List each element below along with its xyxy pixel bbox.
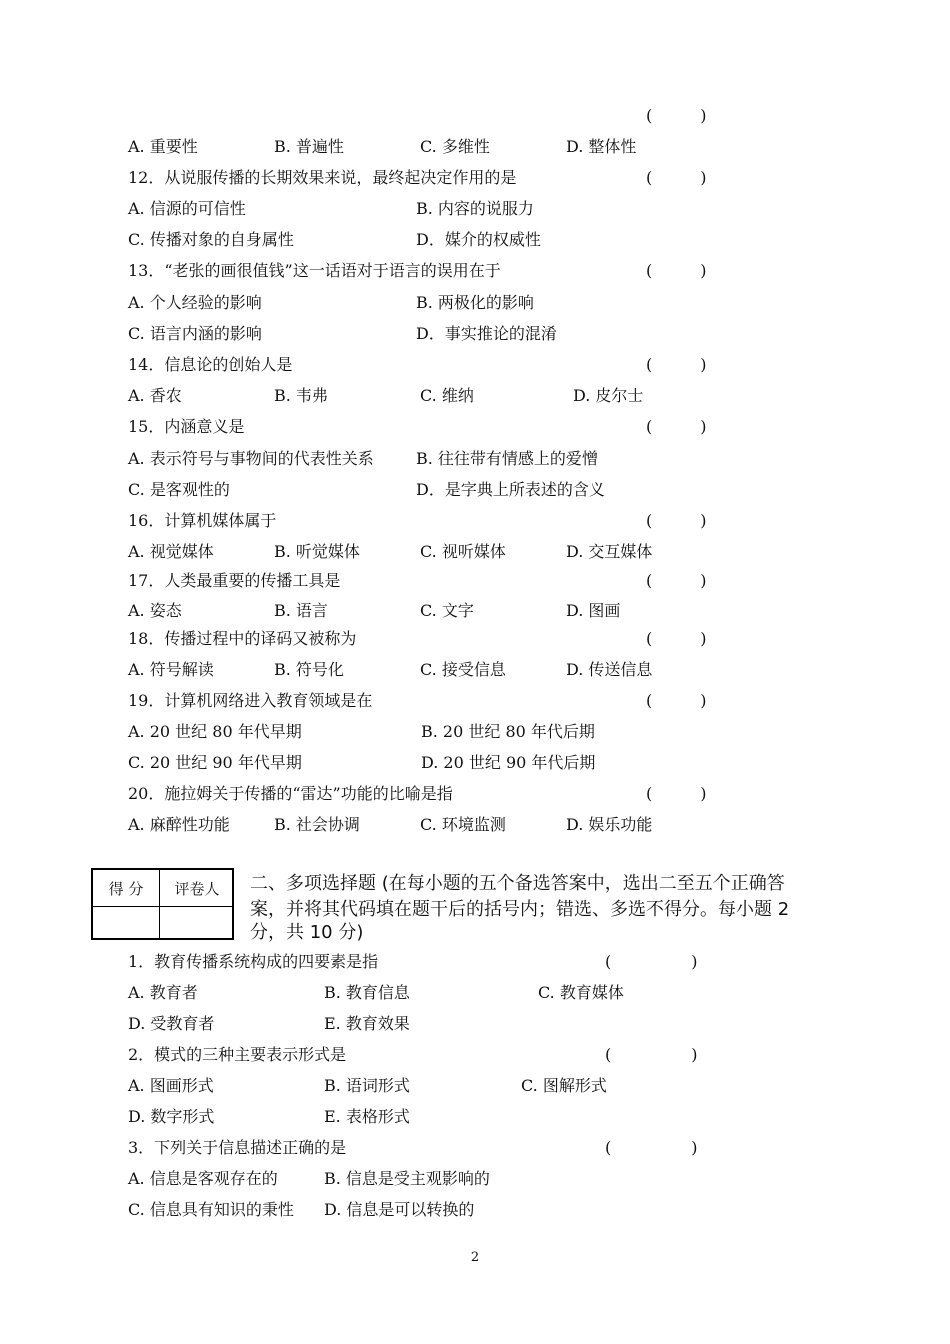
answer-paren: ( )	[646, 106, 707, 125]
option-e: E. 教育效果	[324, 1014, 410, 1033]
option-c: C. 图解形式	[521, 1076, 607, 1095]
option-c: C. 接受信息	[420, 660, 506, 679]
answer-paren: ( )	[646, 784, 707, 803]
answer-paren: ( )	[605, 952, 698, 971]
option-b: B. 20 世纪 80 年代后期	[421, 722, 595, 741]
grader-label: 评卷人	[174, 880, 220, 898]
option-a: A. 个人经验的影响	[128, 293, 262, 312]
option-a: A. 麻醉性功能	[128, 815, 230, 834]
answer-paren: ( )	[646, 511, 707, 530]
option-d: D. 皮尔士	[573, 386, 644, 405]
option-b: B. 韦弗	[274, 386, 328, 405]
option-b: B. 教育信息	[324, 983, 410, 1002]
option-a: A. 教育者	[128, 983, 198, 1002]
answer-paren: ( )	[646, 417, 707, 436]
option-b: B. 符号化	[274, 660, 344, 679]
option-d: D. 传送信息	[566, 660, 653, 679]
option-c: C. 环境监测	[420, 815, 506, 834]
option-d: D. 娱乐功能	[566, 815, 653, 834]
question-stem: 3．下列关于信息描述正确的是	[128, 1138, 347, 1157]
option-a: A. 表示符号与事物间的代表性关系	[128, 449, 374, 468]
answer-paren: ( )	[646, 261, 707, 280]
option-c: C. 文字	[420, 601, 474, 620]
answer-paren: ( )	[646, 571, 707, 590]
option-b: B. 信息是受主观影响的	[324, 1169, 490, 1188]
score-box	[91, 868, 234, 940]
option-b: B. 普遍性	[274, 137, 344, 156]
option-c: C. 语言内涵的影响	[128, 324, 262, 343]
section-heading: 二、多项选择题 (在每小题的五个备选答案中，选出二至五个正确答	[250, 873, 785, 894]
option-d: D. 信息是可以转换的	[324, 1200, 475, 1219]
option-b: B. 社会协调	[274, 815, 360, 834]
option-e: E. 表格形式	[324, 1107, 410, 1126]
question-stem: 17．人类最重要的传播工具是	[128, 571, 341, 590]
option-c: C. 信息具有知识的秉性	[128, 1200, 294, 1219]
option-a: A. 重要性	[128, 137, 198, 156]
option-a: A. 信息是客观存在的	[128, 1169, 278, 1188]
option-d: D. 受教育者	[128, 1014, 215, 1033]
option-d: D. 数字形式	[128, 1107, 215, 1126]
question-stem: 14．信息论的创始人是	[128, 355, 293, 374]
answer-paren: ( )	[605, 1045, 698, 1064]
option-a: A. 图画形式	[128, 1076, 214, 1095]
score-label: 得 分	[108, 880, 144, 898]
section-heading: 案，并将其代码填在题干后的括号内；错选、多选不得分。每小题 2	[250, 899, 790, 920]
option-b: B. 语言	[274, 601, 328, 620]
option-c: C. 是客观性的	[128, 480, 230, 499]
option-c: C. 20 世纪 90 年代早期	[128, 753, 302, 772]
question-stem: 15．内涵意义是	[128, 417, 245, 436]
option-b: B. 两极化的影响	[416, 293, 534, 312]
question-stem: 13．“老张的画很值钱”这一话语对于语言的误用在于	[128, 261, 501, 280]
option-a: A. 信源的可信性	[128, 199, 246, 218]
option-a: A. 姿态	[128, 601, 182, 620]
option-c: C. 多维性	[420, 137, 490, 156]
option-a: A. 符号解读	[128, 660, 214, 679]
option-b: B. 往往带有情感上的爱憎	[416, 449, 598, 468]
section-heading: 分，共 10 分)	[250, 922, 364, 943]
answer-paren: ( )	[646, 691, 707, 710]
answer-paren: ( )	[646, 168, 707, 187]
question-stem: 2．模式的三种主要表示形式是	[128, 1045, 347, 1064]
option-d: D. 20 世纪 90 年代后期	[421, 753, 596, 772]
option-c: C. 教育媒体	[538, 983, 624, 1002]
page-number: 2	[470, 1250, 480, 1265]
question-stem: 18．传播过程中的译码又被称为	[128, 629, 357, 648]
option-c: C. 视听媒体	[420, 542, 506, 561]
option-b: B. 内容的说服力	[416, 199, 534, 218]
question-stem: 12．从说服传播的长期效果来说，最终起决定作用的是	[128, 168, 517, 187]
question-stem: 1．教育传播系统构成的四要素是指	[128, 952, 379, 971]
answer-paren: ( )	[605, 1138, 698, 1157]
option-d: D．是字典上所表述的含义	[416, 480, 605, 499]
question-stem: 16．计算机媒体属于	[128, 511, 277, 530]
score-box-divider	[93, 906, 232, 907]
question-stem: 20．施拉姆关于传播的“雷达”功能的比喻是指	[128, 784, 453, 803]
question-stem: 19．计算机网络进入教育领域是在	[128, 691, 373, 710]
option-b: B. 听觉媒体	[274, 542, 360, 561]
option-d: D．媒介的权威性	[416, 230, 541, 249]
option-d: D. 图画	[566, 601, 621, 620]
option-d: D. 整体性	[566, 137, 637, 156]
option-a: A. 香农	[128, 386, 182, 405]
option-d: D. 交互媒体	[566, 542, 653, 561]
answer-paren: ( )	[646, 355, 707, 374]
option-c: C. 维纳	[420, 386, 474, 405]
option-b: B. 语词形式	[324, 1076, 410, 1095]
option-a: A. 视觉媒体	[128, 542, 214, 561]
option-a: A. 20 世纪 80 年代早期	[128, 722, 302, 741]
option-c: C. 传播对象的自身属性	[128, 230, 294, 249]
option-d: D．事实推论的混淆	[416, 324, 557, 343]
answer-paren: ( )	[646, 629, 707, 648]
